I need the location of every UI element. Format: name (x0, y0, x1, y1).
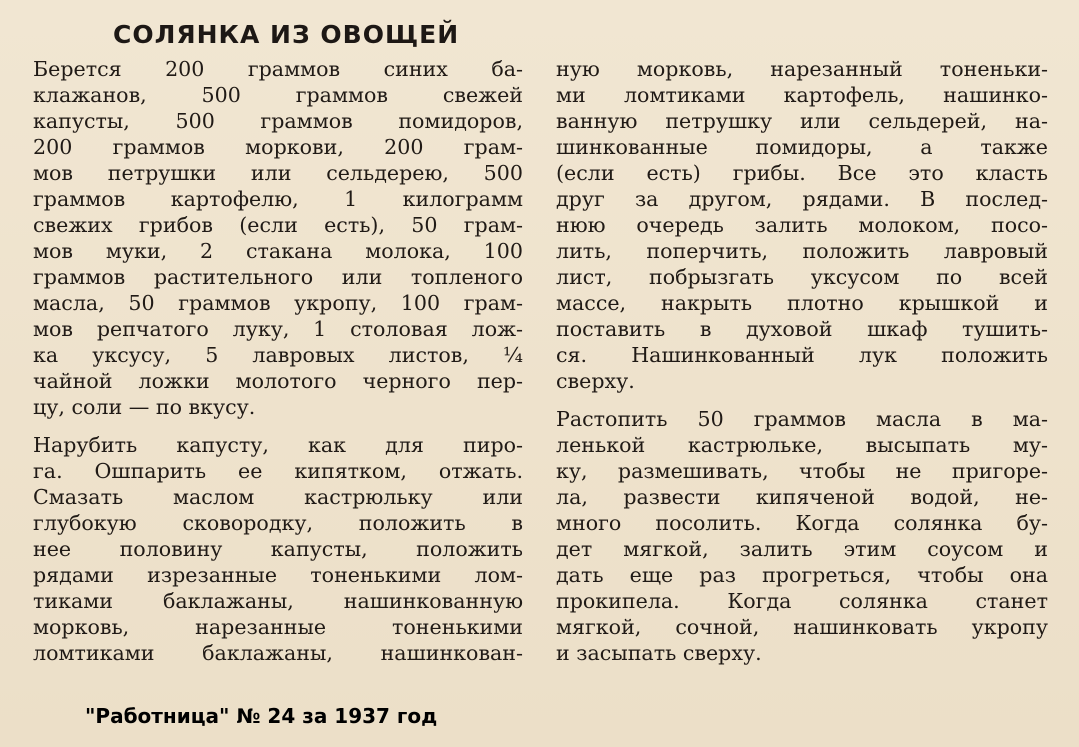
text-line: масла, 50 граммов укропу, 100 грам- (33, 291, 523, 315)
text-line: друг за другом, рядами. В послед- (556, 187, 1048, 211)
text-line: рядами изрезанные тоненькими лом- (33, 563, 523, 587)
right-column (556, 56, 1048, 666)
text-line: ка уксусу, 5 лавровых листов, ¼ (33, 343, 523, 367)
text-line: глубокую сковородку, положить в (33, 511, 523, 535)
text-line: граммов картофелю, 1 килограмм (33, 187, 523, 211)
text-line: дать еще раз прогреться, чтобы она (556, 563, 1048, 587)
text-line: (если есть) грибы. Все это класть (556, 161, 1048, 185)
text-line: га. Ошпарить ее кипятком, отжать. (33, 459, 523, 483)
paragraph-preparation-continued (556, 56, 1048, 394)
text-line: граммов растительного или топленого (33, 265, 523, 289)
text-line: свежих грибов (если есть), 50 грам- (33, 213, 523, 237)
text-line: Смазать маслом кастрюльку или (33, 485, 523, 509)
paragraph-gap (556, 394, 1048, 406)
text-line: Растопить 50 граммов масла в ма- (556, 407, 1048, 431)
text-line: мягкой, сочной, нашинковать укропу (556, 615, 1048, 639)
text-line: сверху. (556, 369, 635, 393)
paragraph-preparation (33, 432, 523, 666)
text-line: ную морковь, нарезанный тоненьки- (556, 57, 1048, 81)
text-line: прокипела. Когда солянка станет (556, 589, 1048, 613)
text-line: нее половину капусты, положить (33, 537, 523, 561)
text-line: капусты, 500 граммов помидоров, (33, 109, 523, 133)
text-line: 200 граммов моркови, 200 грам- (33, 135, 523, 159)
text-line: Нарубить капусту, как для пиро- (33, 433, 523, 457)
text-line: цу, соли — по вкусу. (33, 395, 256, 419)
text-line: ломтиками баклажаны, нашинкован- (33, 641, 523, 665)
text-line: поставить в духовой шкаф тушить- (556, 317, 1048, 341)
text-line: ванную петрушку или сельдерей, на- (556, 109, 1048, 133)
text-line: Берется 200 граммов синих ба- (33, 57, 523, 81)
text-line: ла, развести кипяченой водой, не- (556, 485, 1048, 509)
paragraph-sauce (556, 406, 1048, 666)
text-line: ся. Нашинкованный лук положить (556, 343, 1048, 367)
text-line: морковь, нарезанные тоненькими (33, 615, 523, 639)
text-line: мов петрушки или сельдерею, 500 (33, 161, 523, 185)
text-line: ленькой кастрюльке, высыпать му- (556, 433, 1048, 457)
text-line: ми ломтиками картофель, нашинко- (556, 83, 1048, 107)
paragraph-ingredients (33, 56, 523, 420)
text-line: шинкованные помидоры, а также (556, 135, 1048, 159)
text-line: нюю очередь залить молоком, посо- (556, 213, 1048, 237)
text-line: мов репчатого луку, 1 столовая лож- (33, 317, 523, 341)
text-line: дет мягкой, залить этим соусом и (556, 537, 1048, 561)
text-line: много посолить. Когда солянка бу- (556, 511, 1048, 535)
text-line: лист, побрызгать уксусом по всей (556, 265, 1048, 289)
text-line: мов муки, 2 стакана молока, 100 (33, 239, 523, 263)
text-line: лить, поперчить, положить лавровый (556, 239, 1048, 263)
text-line: клажанов, 500 граммов свежей (33, 83, 523, 107)
source-caption: "Работница" № 24 за 1937 год (85, 704, 438, 728)
text-line: чайной ложки молотого черного пер- (33, 369, 523, 393)
paragraph-gap (33, 420, 523, 432)
text-line: тиками баклажаны, нашинкованную (33, 589, 523, 613)
text-line: массе, накрыть плотно крышкой и (556, 291, 1048, 315)
text-line: ку, размешивать, чтобы не пригоре- (556, 459, 1048, 483)
article-title: СОЛЯНКА ИЗ ОВОЩЕЙ (113, 20, 460, 49)
left-column (33, 56, 523, 666)
text-line: и засыпать сверху. (556, 641, 762, 665)
